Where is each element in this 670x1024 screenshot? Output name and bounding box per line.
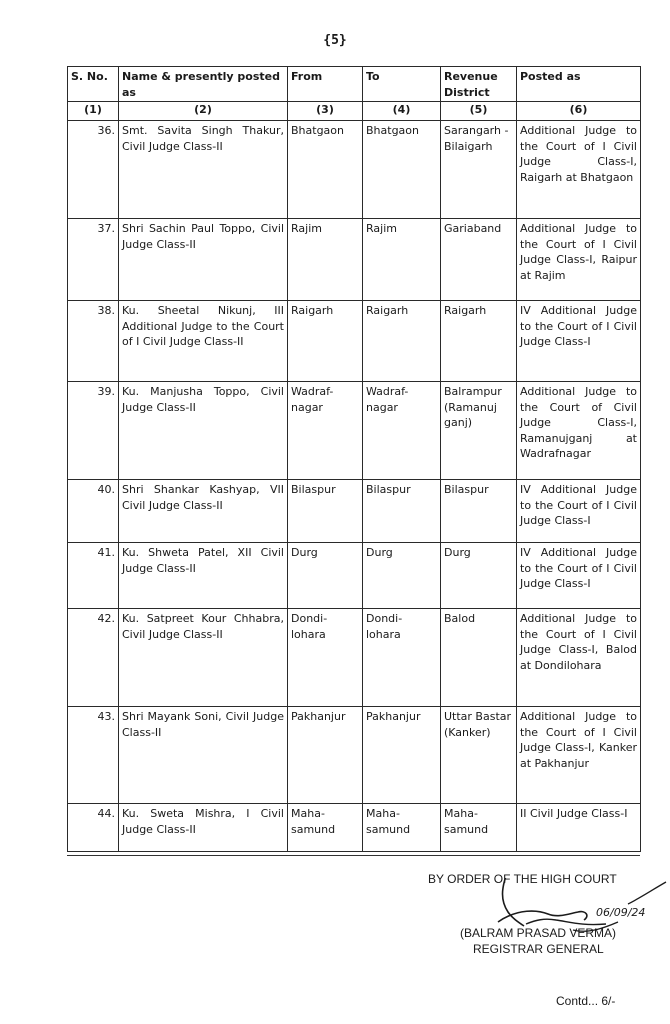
cell-from: Bhatgaon [288, 121, 363, 219]
cell-to: Pakhanjur [363, 707, 441, 804]
cell-to: Maha- samund [363, 804, 441, 852]
footer-rule [67, 855, 640, 856]
cell-name: Shri Mayank Soni, Civil Judge Class-II [119, 707, 288, 804]
signatory-name: (BALRAM PRASAD VERMA) [460, 926, 617, 940]
cell-name: Ku. Shweta Patel, XII Civil Judge Class-II [119, 543, 288, 609]
cell-to: Bhatgaon [363, 121, 441, 219]
cell-sno: 41. [68, 543, 119, 609]
cell-to: Wadraf- nagar [363, 382, 441, 480]
cell-posted-as: Additional Judge to the Court of I Civil Judge Class-I, Balod at Dondilohara [517, 609, 641, 707]
cell-sno: 38. [68, 301, 119, 382]
cell-posted-as: Additional Judge to the Court of I Civil Judge Class-I, Kanker at Pakhanjur [517, 707, 641, 804]
table-row [68, 382, 641, 480]
cell-posted-as: Additional Judge to the Court of I Civil Judge Class-I, Raipur at Rajim [517, 219, 641, 301]
cell-from: Maha- samund [288, 804, 363, 852]
column-number: (5) [441, 102, 517, 121]
table-row [68, 219, 641, 301]
cell-posted-as: IV Additional Judge to the Court of I Civil Judge Class-I [517, 301, 641, 382]
header-district: Revenue District [441, 67, 517, 102]
table-row [68, 301, 641, 382]
cell-from: Durg [288, 543, 363, 609]
cell-district: Gariaband [441, 219, 517, 301]
header-name: Name & presently posted as [119, 67, 288, 102]
cell-district: Uttar Bastar (Kanker) [441, 707, 517, 804]
cell-district: Durg [441, 543, 517, 609]
header-posted-as: Posted as [517, 67, 641, 102]
cell-name: Ku. Manjusha Toppo, Civil Judge Class-II [119, 382, 288, 480]
header-sno: S. No. [68, 67, 119, 102]
cell-name: Ku. Sweta Mishra, I Civil Judge Class-II [119, 804, 288, 852]
page-number: {5} [323, 33, 347, 48]
table-row [68, 707, 641, 804]
header-from: From [288, 67, 363, 102]
cell-posted-as: IV Additional Judge to the Court of I Civil Judge Class-I [517, 543, 641, 609]
cell-posted-as: IV Additional Judge to the Court of I Civil Judge Class-I [517, 480, 641, 543]
cell-posted-as: Additional Judge to the Court of Civil Judge Class-I, Ramanujganj at Wadrafnagar [517, 382, 641, 480]
cell-from: Rajim [288, 219, 363, 301]
cell-from: Raigarh [288, 301, 363, 382]
cell-to: Dondi- lohara [363, 609, 441, 707]
column-number: (3) [288, 102, 363, 121]
cell-posted-as: II Civil Judge Class-I [517, 804, 641, 852]
table-row [68, 121, 641, 219]
cell-from: Bilaspur [288, 480, 363, 543]
cell-sno: 37. [68, 219, 119, 301]
cell-sno: 42. [68, 609, 119, 707]
column-number: (4) [363, 102, 441, 121]
column-number: (1) [68, 102, 119, 121]
table-row [68, 609, 641, 707]
cell-district: Raigarh [441, 301, 517, 382]
header-to: To [363, 67, 441, 102]
signatory-designation: REGISTRAR GENERAL [473, 942, 604, 956]
cell-to: Bilaspur [363, 480, 441, 543]
cell-name: Ku. Satpreet Kour Chhabra, Civil Judge Class-II [119, 609, 288, 707]
column-number-row [68, 102, 641, 121]
table-row [68, 804, 641, 852]
cell-name: Ku. Sheetal Nikunj, III Additional Judge to the Court of I Civil Judge Class-II [119, 301, 288, 382]
table-row [68, 543, 641, 609]
cell-sno: 39. [68, 382, 119, 480]
cell-district: Balrampur (Ramanuj ganj) [441, 382, 517, 480]
signature-date: 06/09/24 [596, 906, 646, 919]
cell-sno: 40. [68, 480, 119, 543]
cell-to: Durg [363, 543, 441, 609]
column-number: (6) [517, 102, 641, 121]
cell-posted-as: Additional Judge to the Court of I Civil Judge Class-I, Raigarh at Bhatgaon [517, 121, 641, 219]
cell-to: Rajim [363, 219, 441, 301]
cell-district: Maha- samund [441, 804, 517, 852]
cell-sno: 43. [68, 707, 119, 804]
cell-district: Sarangarh -Bilaigarh [441, 121, 517, 219]
cell-name: Smt. Savita Singh Thakur, Civil Judge Class-II [119, 121, 288, 219]
cell-sno: 44. [68, 804, 119, 852]
cell-district: Bilaspur [441, 480, 517, 543]
cell-district: Balod [441, 609, 517, 707]
cell-to: Raigarh [363, 301, 441, 382]
cell-name: Shri Shankar Kashyap, VII Civil Judge Class-II [119, 480, 288, 543]
order-line: BY ORDER OF THE HIGH COURT [428, 872, 617, 886]
table-row [68, 480, 641, 543]
cell-from: Pakhanjur [288, 707, 363, 804]
cell-sno: 36. [68, 121, 119, 219]
table-header-row [68, 67, 641, 102]
cell-from: Dondi- lohara [288, 609, 363, 707]
column-number: (2) [119, 102, 288, 121]
cell-from: Wadraf- nagar [288, 382, 363, 480]
transfer-order-table [67, 66, 641, 852]
cell-name: Shri Sachin Paul Toppo, Civil Judge Class-II [119, 219, 288, 301]
continued-note: Contd... 6/- [556, 994, 616, 1008]
